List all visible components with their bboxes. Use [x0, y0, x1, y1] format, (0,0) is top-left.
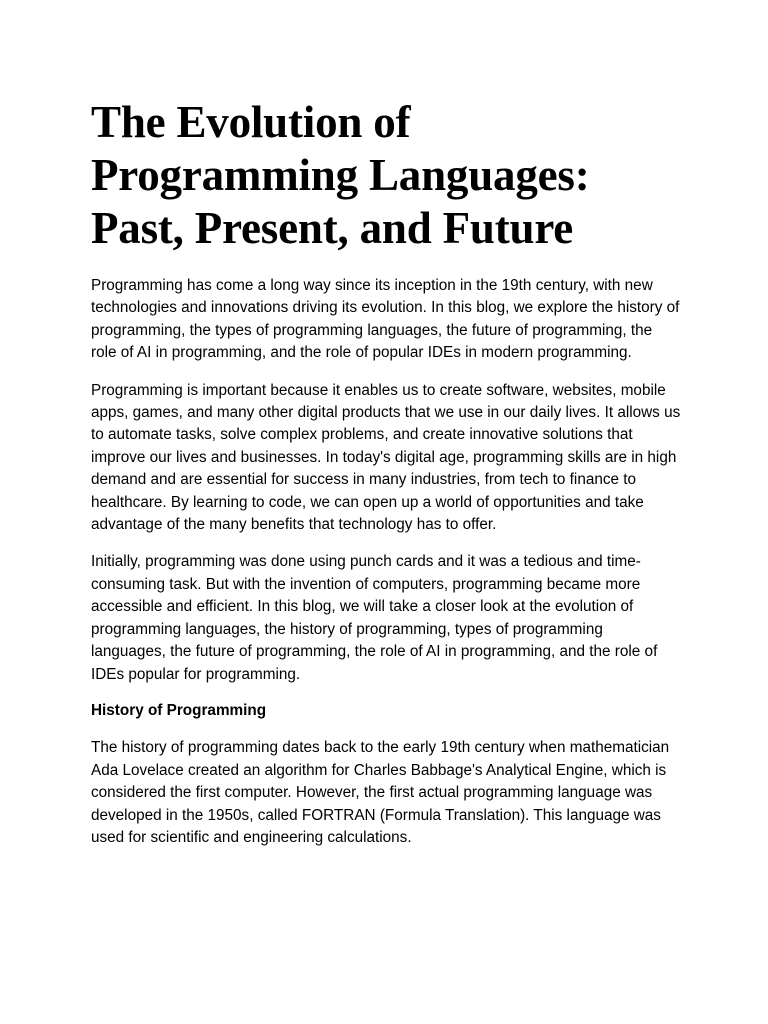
intro-paragraph: Programming has come a long way since its inception in the 19th century, with new technologies and innovations driving its evolution. In this blog, we explore the history of programming, the types of programming languages, the future of programming, the role of AI in programming, and the role of popular IDEs in modern programming. — [91, 277, 680, 362]
history-paragraph: The history of programming dates back to the early 19th century when mathematician Ada Lovelace created an algorithm for Charles Babbage's Analytical Engine, which is considered the first computer. However, the first actual programming language was developed in the 1950s, called FORTRAN (Formula Translation). This language was used for scientific and engineering calculations. — [91, 739, 670, 846]
importance-paragraph: Programming is important because it enables us to create software, websites, mobile apps, games, and many other digital products that we use in our daily lives. It allows us to automate tasks, solve complex problems, and create innovative solutions that improve our lives and businesses. In today's digital age, programming skills are in high demand and are essential for success in many industries, from tech to finance to healthcare. By learning to code, we can open up a world of opportunities and take advantage of the many benefits that technology has to offer. — [91, 381, 681, 534]
section-heading: History of Programming — [91, 701, 267, 719]
document-body — [91, 96, 681, 849]
punch-cards-paragraph: Initially, programming was done using punch cards and it was a tedious and time-consuming task. But with the invention of computers, programming became more accessible and efficient. In this blog, we will take a closer look at the evolution of programming languages, the history of programming, types of programming languages, the future of programming, the role of AI in programming, and the role of IDEs popular for programming. — [91, 553, 658, 683]
document-title: The Evolution of Programming Languages: Past, Present, and Future — [91, 97, 590, 253]
